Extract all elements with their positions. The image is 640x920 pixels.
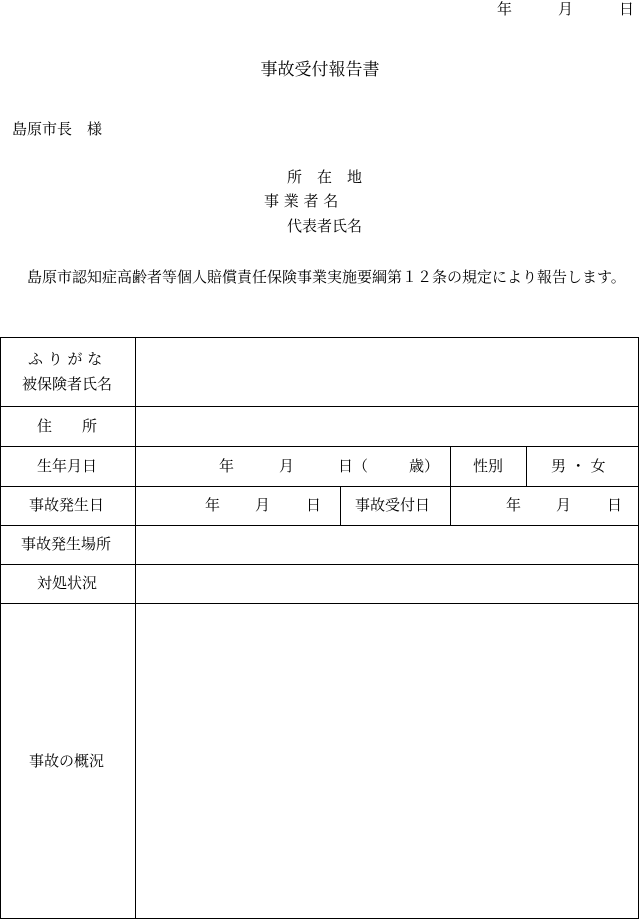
sender-address-label: 所 在 地 (287, 168, 363, 186)
birthdate-label: 生年月日 (37, 457, 98, 475)
date-day: 日 (618, 0, 634, 18)
sender-representative-label: 代表者氏名 (287, 217, 363, 235)
birthdate-year: 年 (219, 457, 235, 475)
response-field[interactable] (141, 568, 631, 598)
insured-name-field[interactable] (141, 350, 631, 400)
summary-field[interactable] (141, 610, 631, 910)
response-label: 対処状況 (37, 574, 98, 592)
addressee: 島原市長 様 (12, 120, 103, 138)
reception-date-year: 年 (506, 496, 522, 514)
address-label: 住 所 (37, 417, 98, 435)
gender-options[interactable]: 男 ・ 女 (551, 457, 606, 475)
report-form (0, 337, 639, 919)
reception-date-label: 事故受付日 (355, 496, 431, 514)
report-statement: 島原市認知症高齢者等個人賠償責任保険事業実施要綱第１２条の規定により報告します。 (27, 268, 626, 286)
accident-date-day: 日 (306, 496, 322, 514)
date-line (497, 2, 634, 17)
sender-company-label: 事 業 者 名 (264, 192, 339, 210)
document-title: 事故受付報告書 (260, 60, 380, 80)
furigana-label: ふ り が な (28, 350, 103, 368)
accident-date-year: 年 (205, 496, 221, 514)
summary-label: 事故の概況 (29, 752, 105, 770)
birthdate-age: 歳） (409, 457, 440, 475)
reception-date-month: 月 (556, 496, 572, 514)
gender-label: 性別 (473, 457, 504, 475)
accident-date-month: 月 (255, 496, 271, 514)
insured-name-label: 被保険者氏名 (22, 375, 113, 393)
accident-place-field[interactable] (141, 529, 631, 559)
date-month: 月 (557, 0, 573, 18)
reception-date-day: 日 (607, 496, 623, 514)
accident-place-label: 事故発生場所 (21, 535, 112, 553)
address-field[interactable] (141, 410, 631, 442)
birthdate-month: 月 (279, 457, 295, 475)
accident-date-label: 事故発生日 (29, 496, 105, 514)
date-year: 年 (496, 0, 512, 18)
birthdate-day: 日（ (338, 457, 369, 475)
